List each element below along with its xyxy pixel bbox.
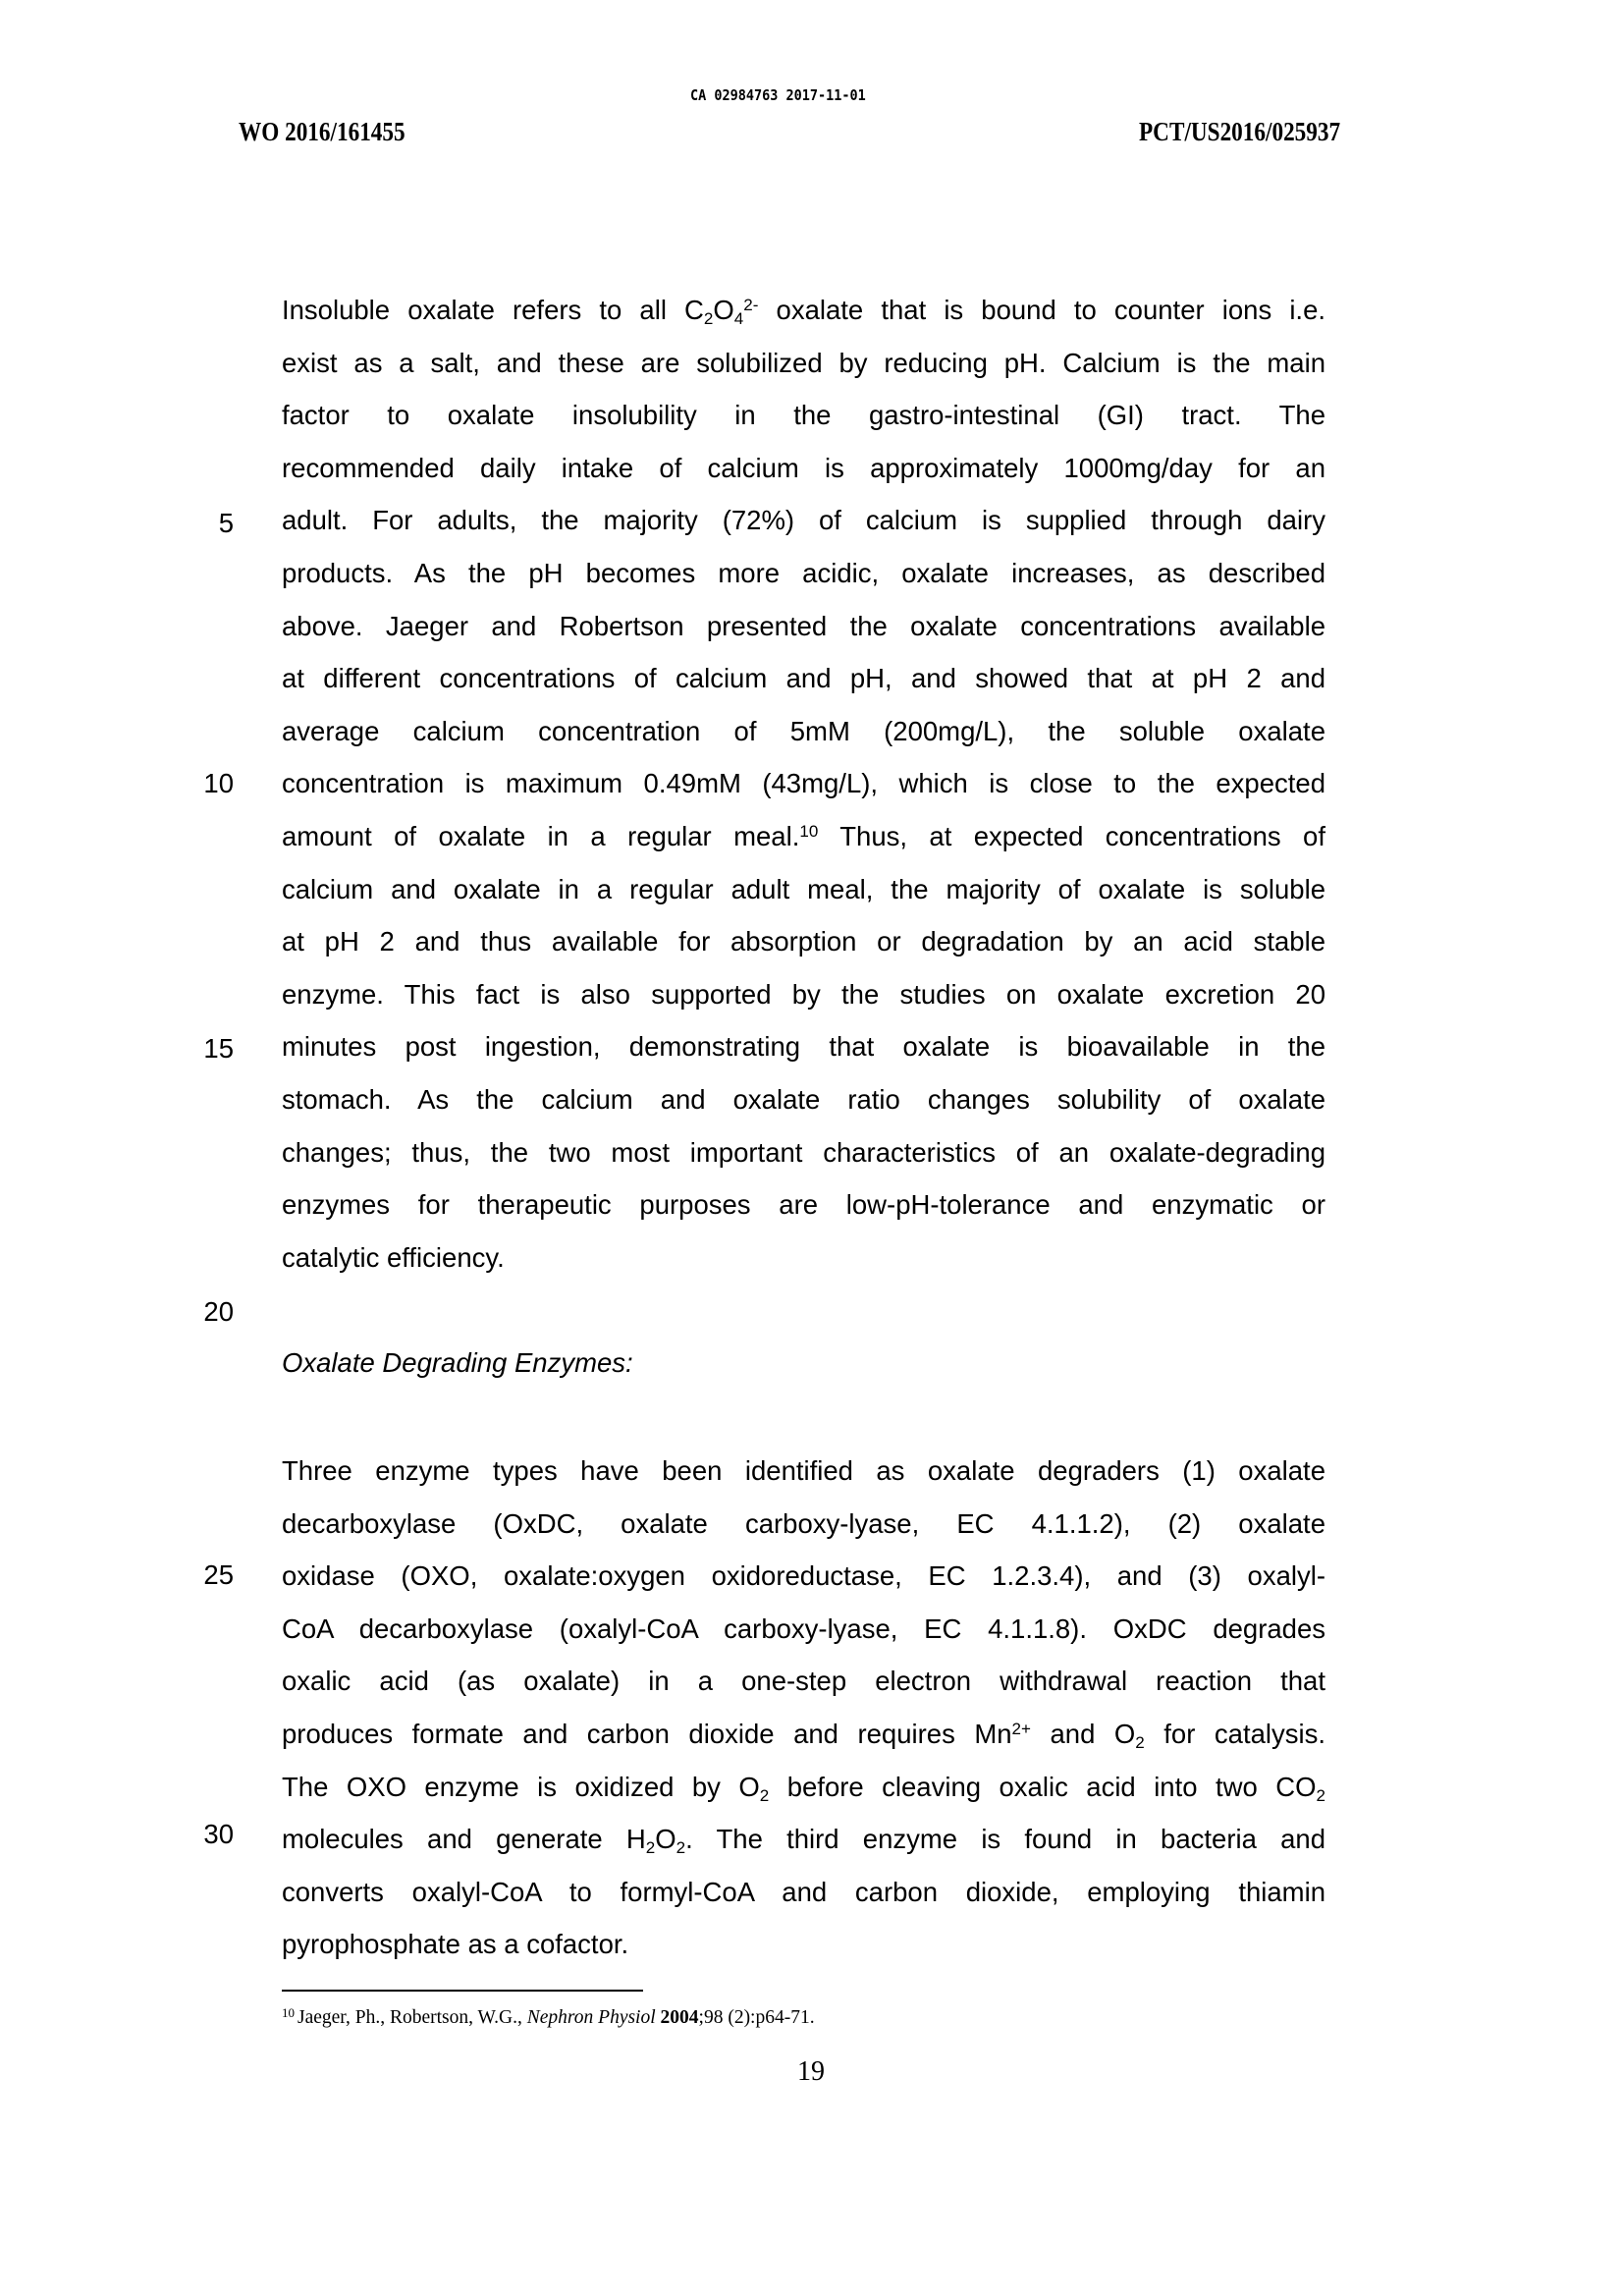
subscript: 2 — [1316, 1785, 1325, 1805]
superscript: 2- — [743, 295, 759, 314]
line-number: 25 — [203, 1559, 234, 1590]
footnote-marker: 10 — [282, 2005, 295, 2020]
footnote-authors: Jaeger, Ph., Robertson, W.G., — [297, 2007, 527, 2028]
text-line: catalytic efficiency. — [282, 1241, 505, 1273]
subscript: 2 — [676, 1838, 686, 1858]
line-number: 10 — [203, 768, 234, 798]
application-number: PCT/US2016/025937 — [1139, 117, 1341, 146]
text-line: amount of oxalate in a regular meal.$^{10}$ Thus, at expected concentrations of — [282, 820, 1325, 851]
line-number: 20 — [203, 1296, 234, 1327]
text-line: produces formate and carbon dioxide and requires $Mn^{2+}$ and $O_2$ for catalysis. — [282, 1718, 1325, 1753]
paragraph-insoluble-oxalate — [282, 284, 1325, 1284]
line-number: 30 — [203, 1819, 234, 1849]
text-line: at pH 2 and thus available for absorption or degradation by an acid stable — [282, 926, 1325, 957]
footnote-journal: Nephron Physiol — [526, 2007, 656, 2028]
text-line: average calcium concentration of 5mM (200mg/L), the soluble oxalate — [282, 715, 1325, 746]
ca-filing-stamp: CA 02984763 2017-11-01 — [690, 86, 866, 104]
text-line: calcium and oxalate in a regular adult meal, the majority of oxalate is soluble — [282, 873, 1325, 904]
text-line: decarboxylase (OxDC, oxalate carboxy-lyase, EC 4.1.1.2), (2) oxalate — [282, 1507, 1325, 1539]
footnote-volume-pages: ;98 (2):p64-71. — [698, 2007, 815, 2028]
text-line: enzyme. This fact is also supported by the studies on oxalate excretion 20 — [282, 978, 1325, 1010]
footnote-separator — [282, 1990, 643, 1992]
text-line: CoA decarboxylase (oxalyl-CoA carboxy-lyase, EC 4.1.1.8). OxDC degrades — [282, 1613, 1325, 1644]
page-number: 19 — [797, 2056, 825, 2087]
line-number: 5 — [218, 508, 234, 538]
text-line: at different concentrations of calcium and pH, and showed that at pH 2 and — [282, 663, 1325, 694]
text-line: above. Jaeger and Robertson presented the oxalate concentrations available — [282, 610, 1325, 641]
text-line: stomach. As the calcium and oxalate ratio changes solubility of oxalate — [282, 1083, 1325, 1115]
section-heading: Oxalate Degrading Enzymes: — [282, 1347, 633, 1378]
text-line: concentration is maximum 0.49mM (43mg/L), which is close to the expected — [282, 768, 1325, 799]
text-line: pyrophosphate as a cofactor. — [282, 1929, 629, 1960]
text-line: oxalic acid (as oxalate) in a one-step electron withdrawal reaction that — [282, 1666, 1325, 1697]
text-line: recommended daily intake of calcium is approximately 1000mg/day for an — [282, 452, 1325, 483]
text-line: Three enzyme types have been identified as oxalate degraders (1) oxalate — [282, 1455, 1325, 1486]
text-line: changes; thus, the two most important characteristics of an oxalate-degrading — [282, 1136, 1325, 1168]
text-line: Insoluble oxalate refers to all $C_2O_4^{2-}$ oxalate that is bound to counter ions i.e. — [282, 295, 1325, 329]
subscript: 2 — [759, 1785, 770, 1805]
text-line: minutes post ingestion, demonstrating that oxalate is bioavailable in the — [282, 1031, 1325, 1063]
superscript: 2+ — [1011, 1719, 1031, 1738]
paragraph-enzyme-types — [282, 1445, 1325, 1971]
subscript: 2 — [645, 1838, 656, 1858]
line-number: 15 — [203, 1033, 234, 1064]
subscript: 2 — [1135, 1733, 1145, 1753]
text-line: adult. For adults, the majority (72%) of calcium is supplied through dairy — [282, 505, 1325, 536]
subscript: 4 — [733, 309, 744, 329]
text-line: molecules and generate $H_2O_2$. The third enzyme is found in bacteria and — [282, 1824, 1325, 1858]
footnote-10 — [282, 2005, 815, 2032]
text-line: converts oxalyl-CoA to formyl-CoA and carbon dioxide, employing thiamin — [282, 1876, 1325, 1907]
text-line: products. As the pH becomes more acidic, oxalate increases, as described — [282, 557, 1325, 588]
text-line: factor to oxalate insolubility in the gastro-intestinal (GI) tract. The — [282, 400, 1325, 431]
text-line: exist as a salt, and these are solubilized by reducing pH. Calcium is the main — [282, 347, 1325, 378]
text-line: enzymes for therapeutic purposes are low-pH-tolerance and enzymatic or — [282, 1189, 1325, 1221]
publication-number: WO 2016/161455 — [239, 117, 406, 146]
text-line: oxidase (OXO, oxalate:oxygen oxidoreductase, EC 1.2.3.4), and (3) oxalyl- — [282, 1560, 1325, 1592]
subscript: 2 — [703, 309, 714, 329]
text-line: The OXO enzyme is oxidized by $O_2$ before cleaving oxalic acid into two $CO_2$ — [282, 1771, 1325, 1805]
superscript: 10 — [799, 821, 819, 841]
footnote-year: 2004 — [655, 2007, 699, 2028]
